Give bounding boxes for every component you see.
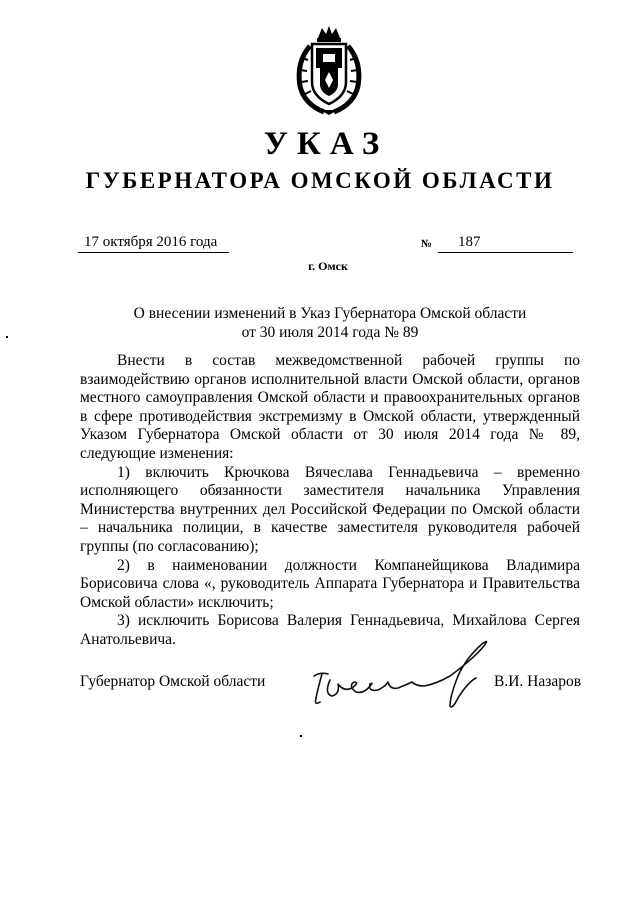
issuer-title: ГУБЕРНАТОРА ОМСКОЙ ОБЛАСТИ (85, 168, 555, 193)
subject-line-1: О внесении изменений в Указ Губернатора Омской области (133, 305, 527, 322)
document-city: г. Омск (308, 259, 348, 273)
coat-of-arms-emblem (290, 24, 368, 116)
subject-line-2: от 30 июля 2014 года № 89 (241, 324, 419, 341)
body-item-3: 3) исключить Борисова Валерия Геннадьевича, Михайлова Сергея Анатольевича. (80, 612, 580, 648)
margin-mark (6, 336, 8, 338)
handwritten-signature (300, 636, 500, 716)
number-label: № (421, 238, 433, 250)
body-intro-paragraph: Внести в состав межведомственной рабочей группы по взаимодействию органов исполнительной власти Омской области, органов местного самоуправления Омской области и правоохранительных органов в сфере противодействия экстремизму в Омской области, утвержденный Указом Губернатора Омской области от 30 июля 2014 года № 89, следующие изменения: (80, 352, 580, 462)
signatory-name: В.И. Назаров (494, 673, 582, 690)
document-date: 17 октября 2016 года (78, 233, 229, 253)
document-subject (80, 304, 580, 342)
scan-speck (300, 735, 302, 737)
document-type-title: УКАЗ (263, 126, 389, 162)
document-number: 187 (438, 233, 573, 253)
body-item-1: 1) включить Крючкова Вячеслава Геннадьевича – временно исполняющего обязанности заместителя начальника Управления Министерства внутренних дел Российской Федерации по Омской области – начальника полиции, в качестве заместителя руководителя рабочей группы (по согласованию); (80, 463, 580, 555)
document-body (80, 352, 580, 650)
signatory-position: Губернатор Омской области (80, 673, 266, 690)
body-item-2: 2) в наименовании должности Компанейщикова Владимира Борисовича слова «, руководитель Аппарата Губернатора и Правительства Омской области» исключить; (80, 556, 580, 611)
